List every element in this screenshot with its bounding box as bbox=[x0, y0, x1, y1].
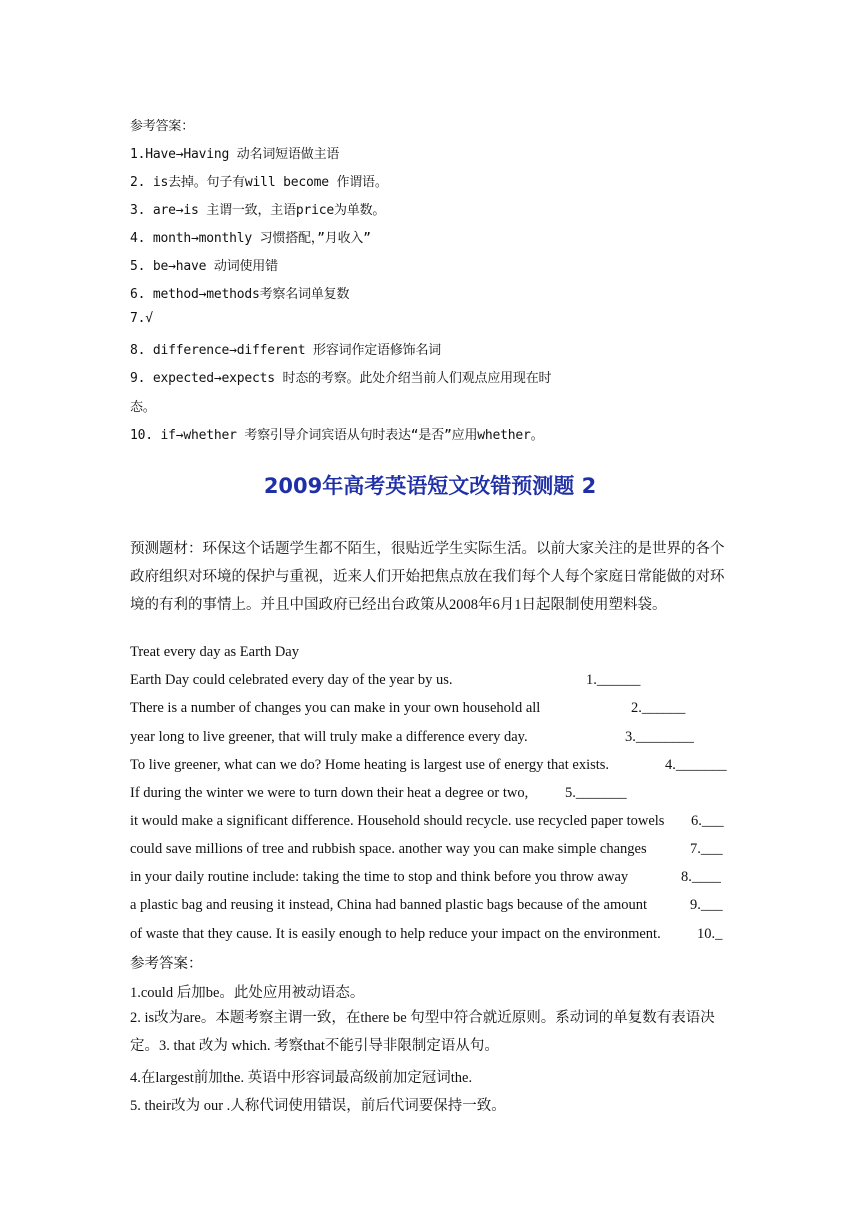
answer-item: 4.在largest前加the. 英语中形容词最高级前加定冠词the. bbox=[130, 1070, 473, 1086]
answer-item: 9. expected→expects 时态的考察。此处介绍当前人们观点应用现在时 bbox=[130, 371, 552, 386]
answer-blank: 1.______ bbox=[586, 672, 641, 688]
passage-line: To live greener, what can we do? Home heating is largest use of energy that exists. bbox=[130, 757, 610, 773]
answer-item: 7.√ bbox=[130, 311, 153, 326]
answers-heading: 参考答案： bbox=[130, 956, 203, 972]
answer-blank: 9.___ bbox=[690, 897, 723, 913]
passage-line: a plastic bag and reusing it instead, China had banned plastic bags because of the amount bbox=[130, 897, 648, 913]
answer-blank: 8.____ bbox=[681, 869, 721, 885]
answer-blank: 5._______ bbox=[565, 785, 627, 801]
answer-item: 2. is去掉。句子有will become 作谓语。 bbox=[130, 175, 388, 190]
answers-heading: 参考答案： bbox=[130, 119, 195, 134]
passage-line: If during the winter we were to turn down their heat a degree or two, bbox=[130, 785, 529, 801]
answer-item: 5. be→have 动词使用错 bbox=[130, 259, 278, 274]
intro-paragraph: 预测题材：环保这个话题学生都不陌生，很贴近学生实际生活。以前大家关注的是世界的各个政府组织对环境的保护与重视，近来人们开始把焦点放在我们每个人每个家庭日常能做的对环境的有利的事情上。并且中国政府已经出台政策从2008年6月1日起限制使用塑料袋。 bbox=[130, 541, 725, 613]
answer-item: 2. is改为are。本题考察主谓一致，在there be 句型中符合就近原则。系动词的单复数有表语决定。3. that 改为 which. 考察that不能引导非限制定语从句。 bbox=[130, 1010, 715, 1054]
answer-blank: 4._______ bbox=[665, 757, 727, 773]
passage-line: There is a number of changes you can make in your own household all bbox=[130, 700, 541, 716]
answer-blank: 3.________ bbox=[625, 729, 694, 745]
answer-item: 6. method→methods考察名词单复数 bbox=[130, 287, 350, 302]
answer-item: 4. month→monthly 习惯搭配，”月收入” bbox=[130, 231, 371, 246]
answer-item-continued: 态。 bbox=[130, 400, 156, 415]
answer-blank: 6.___ bbox=[691, 813, 724, 829]
passage-line: of waste that they cause. It is easily enough to help reduce your impact on the environment. bbox=[130, 926, 661, 942]
answer-blank: 10._ bbox=[697, 926, 723, 942]
answer-item: 3. are→is 主谓一致，主语price为单数。 bbox=[130, 203, 386, 218]
passage-line: it would make a significant difference. Household should recycle. use recycled paper towels bbox=[130, 813, 665, 829]
answer-item: 1.Have→Having 动名词短语做主语 bbox=[130, 147, 340, 162]
answer-item: 8. difference→different 形容词作定语修饰名词 bbox=[130, 343, 442, 358]
answer-item: 5. their改为 our .人称代词使用错误，前后代词要保持一致。 bbox=[130, 1098, 506, 1114]
answer-blank: 7.___ bbox=[690, 841, 723, 857]
answer-item: 1.could 后加be。此处应用被动语态。 bbox=[130, 985, 365, 1001]
answer-item: 10. if→whether 考察引导介词宾语从句时表达“是否”应用whether。 bbox=[130, 428, 544, 443]
passage-heading: Treat every day as Earth Day bbox=[130, 644, 299, 660]
passage-line: could save millions of tree and rubbish space. another way you can make simple changes bbox=[130, 841, 647, 857]
passage-line: year long to live greener, that will truly make a difference every day. bbox=[130, 729, 528, 745]
passage-line: Earth Day could celebrated every day of the year by us. bbox=[130, 672, 453, 688]
answer-blank: 2.______ bbox=[631, 700, 686, 716]
page-title: 2009年高考英语短文改错预测题 2 bbox=[263, 474, 597, 498]
passage-line: in your daily routine include: taking the time to stop and think before you throw away bbox=[130, 869, 629, 885]
